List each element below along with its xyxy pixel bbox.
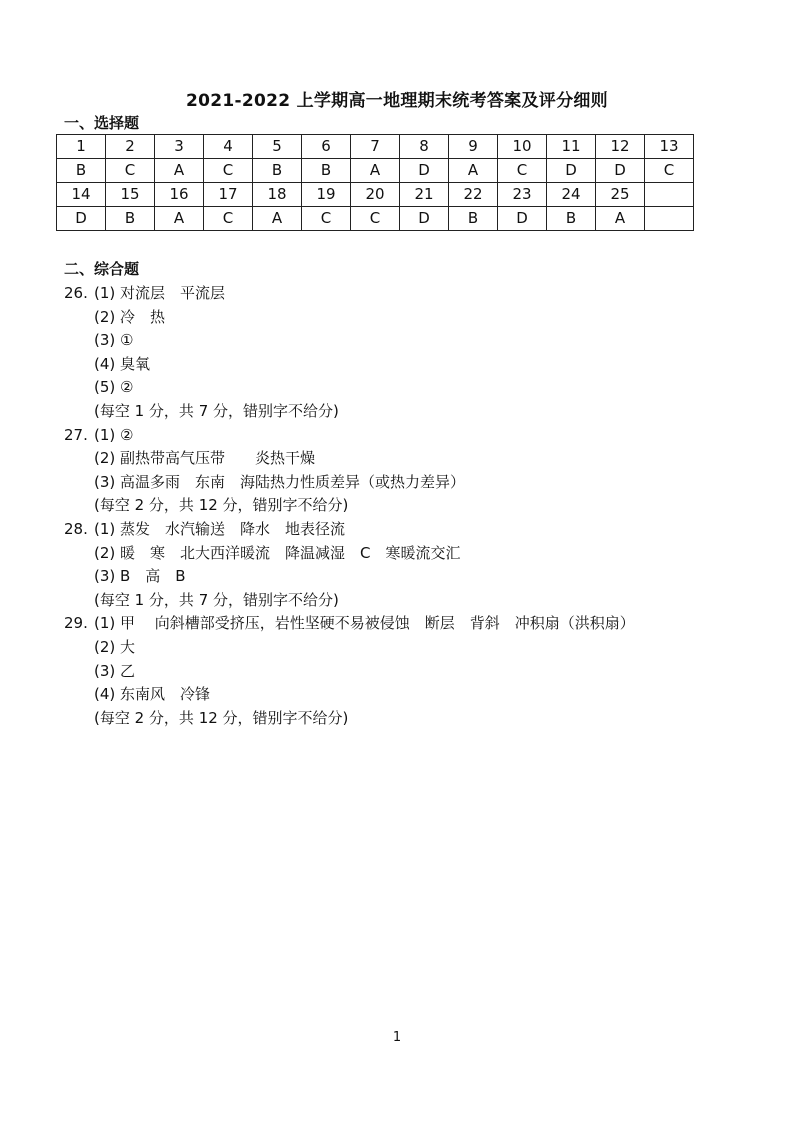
question-27-line xyxy=(64,424,744,448)
table-cell: B xyxy=(253,159,302,183)
table-row xyxy=(57,207,694,231)
table-cell: B xyxy=(302,159,351,183)
table-cell: 4 xyxy=(204,135,253,159)
question-27-line xyxy=(64,471,744,495)
question-29-line xyxy=(64,660,744,684)
answer-line: (3) 高温多雨 东南 海陆热力性质差异（或热力差异） xyxy=(94,472,466,491)
question-26-line xyxy=(64,306,744,330)
scoring-note: (每空 1 分，共 7 分，错别字不给分) xyxy=(94,401,339,420)
table-cell: 20 xyxy=(351,183,400,207)
table-cell: B xyxy=(57,159,106,183)
answer-line: (3) B 高 B xyxy=(94,567,186,586)
scoring-note: (每空 1 分，共 7 分，错别字不给分) xyxy=(94,590,339,609)
question-26-scoring-note xyxy=(64,400,744,424)
page-number: 1 xyxy=(392,1030,402,1045)
table-cell: 1 xyxy=(57,135,106,159)
table-cell: C xyxy=(351,207,400,231)
table-cell: 12 xyxy=(596,135,645,159)
table-cell: C xyxy=(302,207,351,231)
table-cell: 15 xyxy=(106,183,155,207)
answer-line: (4) 东南风 冷锋 xyxy=(94,685,211,704)
answer-line: (5) ② xyxy=(94,378,134,397)
table-cell: 14 xyxy=(57,183,106,207)
question-number: 29. xyxy=(64,614,88,633)
table-row xyxy=(57,135,694,159)
answer-line: (1) 甲 向斜槽部受挤压，岩性坚硬不易被侵蚀 断层 背斜 冲积扇（洪积扇） xyxy=(94,614,635,633)
answer-table xyxy=(56,134,694,231)
scoring-note: (每空 2 分，共 12 分，错别字不给分) xyxy=(94,496,349,515)
table-cell: 6 xyxy=(302,135,351,159)
answer-line: (1) 蒸发 水汽输送 降水 地表径流 xyxy=(94,519,346,538)
table-cell: 9 xyxy=(449,135,498,159)
question-29-line xyxy=(64,612,744,636)
question-28-line xyxy=(64,518,744,542)
table-cell: C xyxy=(106,159,155,183)
table-cell: D xyxy=(57,207,106,231)
table-cell: A xyxy=(253,207,302,231)
question-27-line xyxy=(64,447,744,471)
question-26-line xyxy=(64,353,744,377)
table-cell: A xyxy=(449,159,498,183)
table-cell: C xyxy=(645,159,694,183)
table-cell: D xyxy=(498,207,547,231)
table-cell: 8 xyxy=(400,135,449,159)
table-cell: A xyxy=(155,159,204,183)
table-cell: 19 xyxy=(302,183,351,207)
table-cell: 17 xyxy=(204,183,253,207)
question-26-line xyxy=(64,376,744,400)
table-cell xyxy=(645,207,694,231)
answer-line: (3) ① xyxy=(94,331,134,350)
table-cell: 24 xyxy=(547,183,596,207)
scoring-note: (每空 2 分，共 12 分，错别字不给分) xyxy=(94,708,349,727)
table-cell: 21 xyxy=(400,183,449,207)
question-number: 28. xyxy=(64,519,88,538)
table-cell xyxy=(645,183,694,207)
question-28-line xyxy=(64,565,744,589)
table-cell: 16 xyxy=(155,183,204,207)
question-29-scoring-note xyxy=(64,707,744,731)
table-row xyxy=(57,183,694,207)
answer-line: (2) 暖 寒 北大西洋暖流 降温减湿 C 寒暖流交汇 xyxy=(94,543,461,562)
page-title: 2021-2022 上学期高一地理期末统考答案及评分细则 xyxy=(185,91,608,111)
table-cell: 23 xyxy=(498,183,547,207)
table-cell: D xyxy=(400,159,449,183)
table-cell: 25 xyxy=(596,183,645,207)
table-cell: 10 xyxy=(498,135,547,159)
answer-list xyxy=(64,282,744,730)
answer-line: (2) 冷 热 xyxy=(94,307,166,326)
answer-line: (1) ② xyxy=(94,425,134,444)
table-cell: 5 xyxy=(253,135,302,159)
table-cell: 11 xyxy=(547,135,596,159)
table-cell: A xyxy=(155,207,204,231)
question-29-line xyxy=(64,636,744,660)
question-number: 27. xyxy=(64,425,88,444)
answer-line: (3) 乙 xyxy=(94,661,136,680)
table-cell: 18 xyxy=(253,183,302,207)
table-cell: B xyxy=(106,207,155,231)
table-cell: 7 xyxy=(351,135,400,159)
question-28-line xyxy=(64,542,744,566)
answer-line: (4) 臭氧 xyxy=(94,354,151,373)
table-cell: A xyxy=(596,207,645,231)
section-heading-comprehensive: 二、综合题 xyxy=(64,260,140,278)
table-cell: 22 xyxy=(449,183,498,207)
question-number: 26. xyxy=(64,284,88,302)
answer-line: (1) 对流层 平流层 xyxy=(94,284,226,302)
table-cell: 2 xyxy=(106,135,155,159)
question-29-line xyxy=(64,683,744,707)
table-cell: C xyxy=(204,159,253,183)
question-28-scoring-note xyxy=(64,589,744,613)
table-cell: 13 xyxy=(645,135,694,159)
table-cell: C xyxy=(204,207,253,231)
question-26-line xyxy=(64,282,744,306)
table-cell: C xyxy=(498,159,547,183)
table-cell: A xyxy=(351,159,400,183)
answer-line: (2) 大 xyxy=(94,637,136,656)
answer-line: (2) 副热带高气压带 炎热干燥 xyxy=(94,449,316,468)
section-heading-multiple-choice: 一、选择题 xyxy=(64,114,140,132)
question-27-scoring-note xyxy=(64,494,744,518)
table-row xyxy=(57,159,694,183)
table-cell: D xyxy=(400,207,449,231)
table-cell: B xyxy=(547,207,596,231)
table-cell: D xyxy=(547,159,596,183)
table-cell: D xyxy=(596,159,645,183)
table-cell: 3 xyxy=(155,135,204,159)
question-26-line xyxy=(64,329,744,353)
table-cell: B xyxy=(449,207,498,231)
